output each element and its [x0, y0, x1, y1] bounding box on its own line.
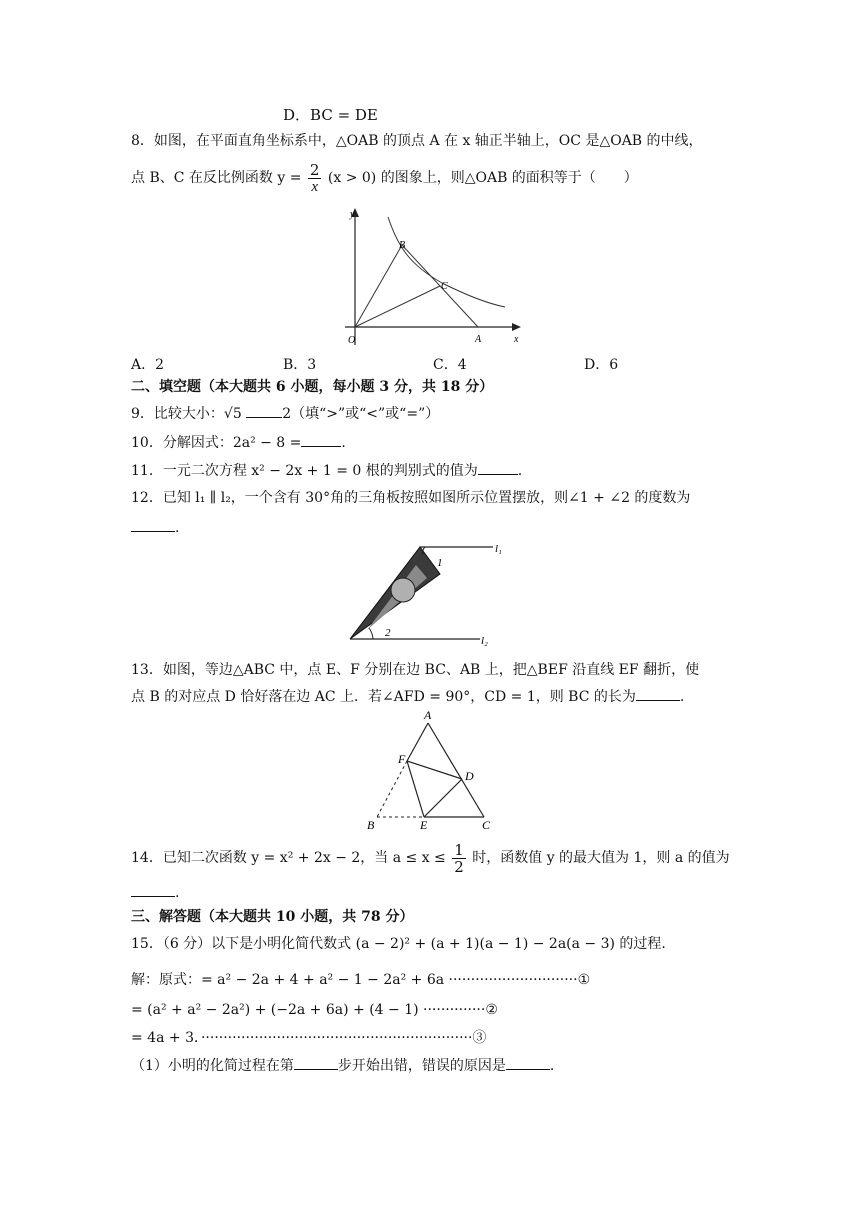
- label-y: y: [350, 209, 355, 220]
- q15-blank-reason: [506, 1055, 550, 1070]
- q12-line1: 12．已知 l₁ ∥ l₂，一个含有 30°角的三角板按照如图所示位置摆放，则∠1 + ∠2 的度数为: [131, 490, 691, 506]
- q14-line2: [131, 882, 179, 903]
- q13-line1: 13．如图，等边△ABC 中，点 E、F 分别在边 BC、AB 上，把△BEF 沿直线 EF 翻折，使: [131, 662, 700, 678]
- q10: [131, 432, 346, 453]
- x-axis-arrow: [512, 323, 521, 331]
- q8-frac-num: 2: [309, 160, 320, 179]
- q7-option-d: D．BC = DE: [283, 106, 378, 124]
- q15-sub1-c: .: [549, 1058, 555, 1074]
- fold-ef: [407, 761, 424, 817]
- label-c: C: [441, 281, 448, 292]
- segment-ob: [355, 245, 402, 327]
- q8-figure: [330, 205, 530, 350]
- q14-line1: [131, 838, 730, 878]
- q11-b: .: [517, 463, 523, 479]
- q14-frac-num: 1: [454, 840, 464, 859]
- label-l1: l₁: [495, 543, 502, 555]
- q12-line2-text: .: [175, 520, 180, 536]
- q11: [131, 460, 522, 481]
- q8-fraction: [308, 162, 322, 195]
- section2-heading: 二、填空题（本大题共 6 小题，每小题 3 分，共 18 分）: [131, 379, 494, 395]
- q13-figure: [360, 705, 500, 833]
- q8-option-c: C．4: [433, 357, 467, 373]
- side-af: [407, 723, 428, 761]
- q11-blank: [478, 460, 518, 475]
- q15-step1: 解：原式：= a² − 2a + 4 + a² − 1 − 2a² + 6a ·····························①: [131, 972, 591, 988]
- label-f: F: [398, 752, 406, 766]
- label-x: x: [514, 334, 519, 345]
- q10-blank: [301, 432, 341, 447]
- q14-blank: [131, 882, 175, 897]
- q8-line2: [131, 158, 638, 198]
- q15-sub1-b: 步开始出错，错误的原因是: [337, 1058, 506, 1074]
- label-angle2: 2: [385, 627, 391, 639]
- q8-option-d: D．6: [584, 357, 619, 373]
- q9-a: 9．比较大小：√5: [131, 406, 247, 422]
- q14-frac-den: 2: [454, 857, 464, 876]
- label-angle1: 1: [437, 557, 443, 569]
- q14-fraction: [452, 842, 466, 875]
- q15-sub1: [131, 1055, 554, 1076]
- q10-a: 10．分解因式：2a² − 8 =: [131, 435, 302, 451]
- ruler-hole: [391, 578, 415, 602]
- section3-heading: 三、解答题（本大题共 10 小题，共 78 分）: [131, 909, 414, 925]
- label-o: O: [348, 335, 356, 346]
- label-l2: l₂: [481, 635, 488, 647]
- q15-sub1-a: （1）小明的化简过程在第: [131, 1058, 294, 1074]
- q15-blank-step: [294, 1055, 338, 1070]
- label-c: C: [482, 818, 491, 832]
- q13-line2-a: 点 B 的对应点 D 恰好落在边 AC 上．若∠AFD = 90°，CD = 1，则 BC 的长为: [131, 689, 636, 705]
- q9-blank: [246, 403, 282, 418]
- label-b: B: [399, 240, 406, 251]
- dashed-fb: [377, 761, 407, 817]
- label-b: B: [367, 818, 375, 832]
- segment-ed: [424, 779, 462, 817]
- label-a: A: [424, 708, 432, 722]
- q12-line2: [131, 517, 179, 538]
- q8-frac-den: x: [311, 178, 319, 195]
- segment-oc: [355, 286, 440, 327]
- q14-line2-text: .: [175, 885, 180, 901]
- q15-step3: = 4a + 3．·····························································③: [131, 1030, 487, 1046]
- q11-a: 11．一元二次方程 x² − 2x + 1 = 0 根的判别式的值为: [131, 463, 478, 479]
- q9: [131, 403, 439, 424]
- q8-option-a: A．2: [131, 357, 165, 373]
- q10-b: .: [341, 435, 346, 451]
- q8-line2-a: 点 B、C 在反比例函数 y =: [131, 170, 302, 186]
- q13-blank: [636, 686, 680, 701]
- angle2-arc: [369, 628, 373, 639]
- segment-fd: [407, 761, 462, 779]
- q15-line1: 15．（6 分）以下是小明化简代数式 (a − 2)² + (a + 1)(a − 1) − 2a(a − 3) 的过程.: [131, 936, 666, 952]
- label-d: D: [465, 769, 474, 783]
- q15-step2: = (a² + a² − 2a²) + (−2a + 6a) + (4 − 1) ··············②: [131, 1002, 498, 1018]
- q12-figure: [345, 538, 515, 653]
- q9-b: 2（填“>”或“<”或“=”）: [282, 406, 440, 422]
- q8-line1: 8．如图，在平面直角坐标系中，△OAB 的顶点 A 在 x 轴正半轴上，OC 是△OAB 的中线，: [131, 133, 703, 149]
- q14-line1-b: 时，函数值 y 的最大值为 1，则 a 的值为: [472, 850, 730, 866]
- q12-blank: [131, 517, 175, 532]
- q14-line1-a: 14．已知二次函数 y = x² + 2x − 2，当 a ≤ x ≤: [131, 850, 446, 866]
- label-e: E: [420, 818, 428, 832]
- q8-option-b: B．3: [283, 357, 317, 373]
- q13-line2: [131, 686, 684, 707]
- q13-line2-b: .: [679, 689, 685, 705]
- label-a: A: [475, 334, 482, 345]
- q8-line2-b: (x > 0) 的图象上，则△OAB 的面积等于（ ）: [327, 170, 638, 186]
